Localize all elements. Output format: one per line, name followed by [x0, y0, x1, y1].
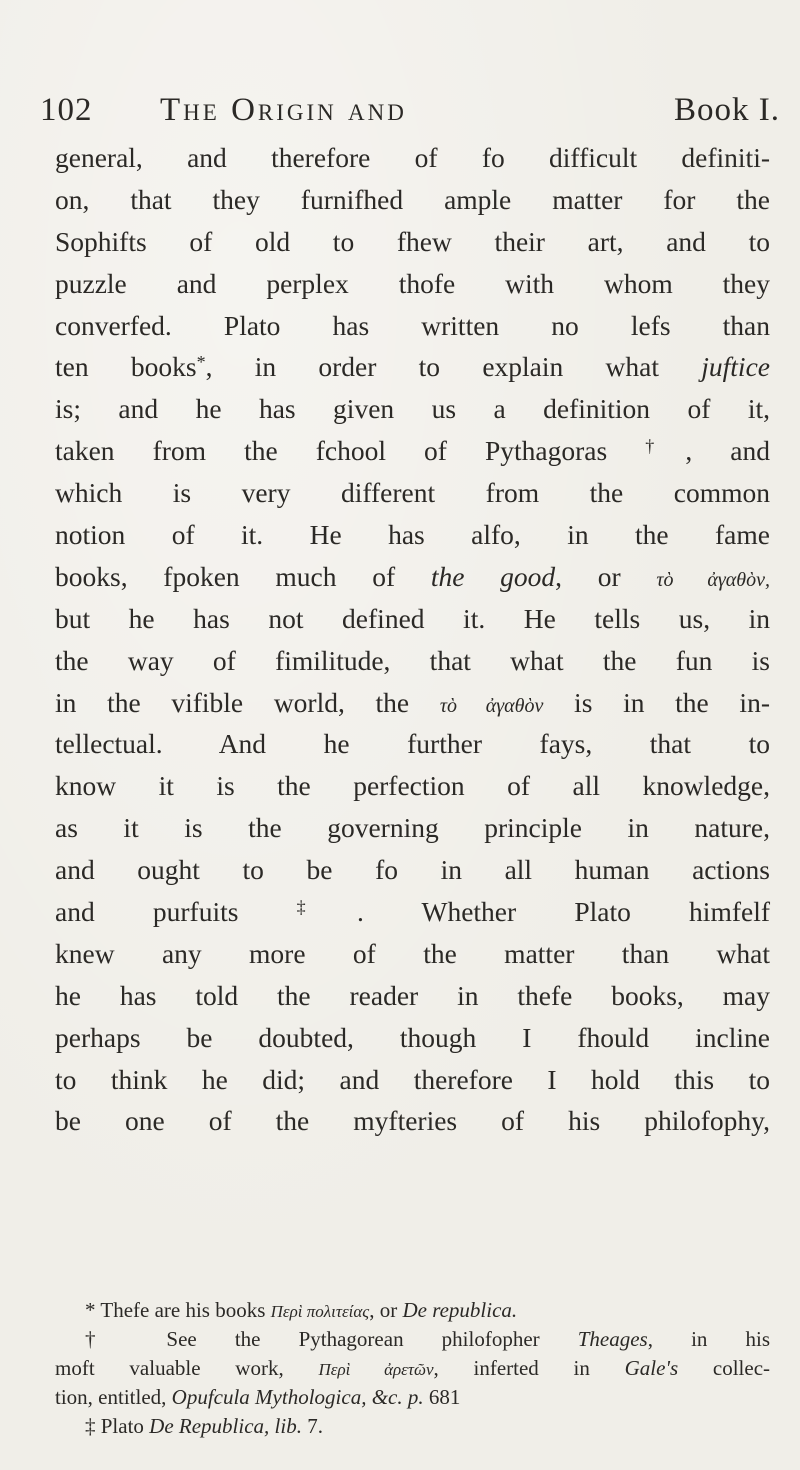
italic-term: De republica.	[402, 1298, 518, 1322]
running-head	[40, 92, 780, 132]
footnote-segment: tion, entitled,	[55, 1385, 172, 1409]
footnote-segment: * Thefe are his books	[85, 1298, 271, 1322]
text-line: is; and he has given us a definition of it,	[55, 393, 770, 425]
footnote-2	[55, 1325, 770, 1354]
italic-term: Gale's	[624, 1356, 679, 1380]
italic-term: the good	[430, 560, 556, 592]
footnote-2-end	[55, 1383, 770, 1412]
footnote-3	[55, 1412, 770, 1441]
text-line	[55, 346, 770, 388]
italic-term: juftice	[701, 351, 770, 383]
body-text	[55, 137, 770, 1142]
footnote-mark: *	[196, 352, 206, 373]
line-segment: and purfuits	[55, 896, 297, 928]
text-line: notion of it. He has alfo, in the fame	[55, 519, 770, 551]
text-line: general, and therefore of fo difficult definiti-	[55, 142, 770, 173]
text-line: converfed. Plato has written no lefs than	[55, 309, 770, 341]
text-line: the way of fimilitude, that what the fun is	[55, 644, 770, 676]
line-segment: , and	[685, 435, 770, 467]
italic-term: Theages	[577, 1327, 648, 1351]
footnotes	[55, 1296, 770, 1441]
line-segment: books, fpoken much of	[55, 560, 431, 592]
text-line	[55, 891, 770, 933]
running-title: The Origin and	[160, 92, 407, 128]
footnote-mark: ‡	[296, 897, 357, 918]
text-line: on, that they furnifhed ample matter for the	[55, 183, 770, 215]
footnote-1	[55, 1296, 770, 1325]
line-segment: is in the in-	[543, 686, 770, 718]
footnote-segment: , in his	[647, 1327, 771, 1351]
footnote-segment: , or	[369, 1298, 403, 1322]
text-line: as it is the governing principle in nature,	[55, 812, 770, 844]
text-line: he has told the reader in thefe books, may	[55, 979, 770, 1011]
footnote-segment: 681	[423, 1385, 461, 1409]
footnote-2-continued	[55, 1354, 770, 1383]
book-label: Book I.	[674, 92, 780, 128]
line-segment: , in order to explain what	[205, 351, 702, 383]
text-line: be one of the myfteries of his philofophy,	[55, 1105, 770, 1137]
italic-term: De Republica, lib.	[149, 1414, 302, 1438]
footnote-segment: moft valuable work,	[55, 1356, 319, 1380]
footnote-mark: †	[645, 436, 686, 457]
greek-phrase: τὸ ἀγαθὸν	[439, 694, 544, 717]
text-line: to think he did; and therefore I hold this to	[55, 1063, 770, 1095]
text-line: but he has not defined it. He tells us, in	[55, 602, 770, 634]
text-line: perhaps be doubted, though I fhould incline	[55, 1021, 770, 1053]
text-line	[55, 430, 770, 472]
text-line: Sophifts of old to fhew their art, and to	[55, 225, 770, 257]
line-segment: , or	[555, 560, 657, 592]
greek-phrase: Περὶ ἀρετῶν	[318, 1360, 434, 1379]
line-segment: in the vifible world, the	[55, 686, 440, 718]
text-line	[55, 682, 770, 724]
footnote-segment: , inferted in	[433, 1356, 625, 1380]
text-line: knew any more of the matter than what	[55, 937, 770, 969]
footnote-segment: † See the Pythagorean philofopher	[85, 1327, 578, 1351]
greek-phrase: τὸ ἀγαθὸν,	[656, 568, 770, 591]
text-line: tellectual. And he further fays, that to	[55, 728, 770, 760]
text-line	[55, 556, 770, 598]
text-line: know it is the perfection of all knowledge,	[55, 770, 770, 802]
footnote-segment: ‡ Plato	[85, 1414, 150, 1438]
line-segment: . Whether Plato himfelf	[356, 896, 770, 928]
line-segment: ten books	[55, 351, 197, 383]
page-number: 102	[40, 92, 93, 128]
text-line: puzzle and perplex thofe with whom they	[55, 267, 770, 299]
italic-term: Opufcula Mythologica, &c. p.	[171, 1385, 424, 1409]
footnote-segment: collec-	[678, 1356, 771, 1380]
line-segment: taken from the fchool of Pythagoras	[55, 435, 646, 467]
footnote-segment: 7.	[301, 1414, 323, 1438]
greek-phrase: Περὶ πολιτείας	[270, 1302, 370, 1321]
text-line: which is very different from the common	[55, 477, 770, 509]
text-line: and ought to be fo in all human actions	[55, 854, 770, 886]
